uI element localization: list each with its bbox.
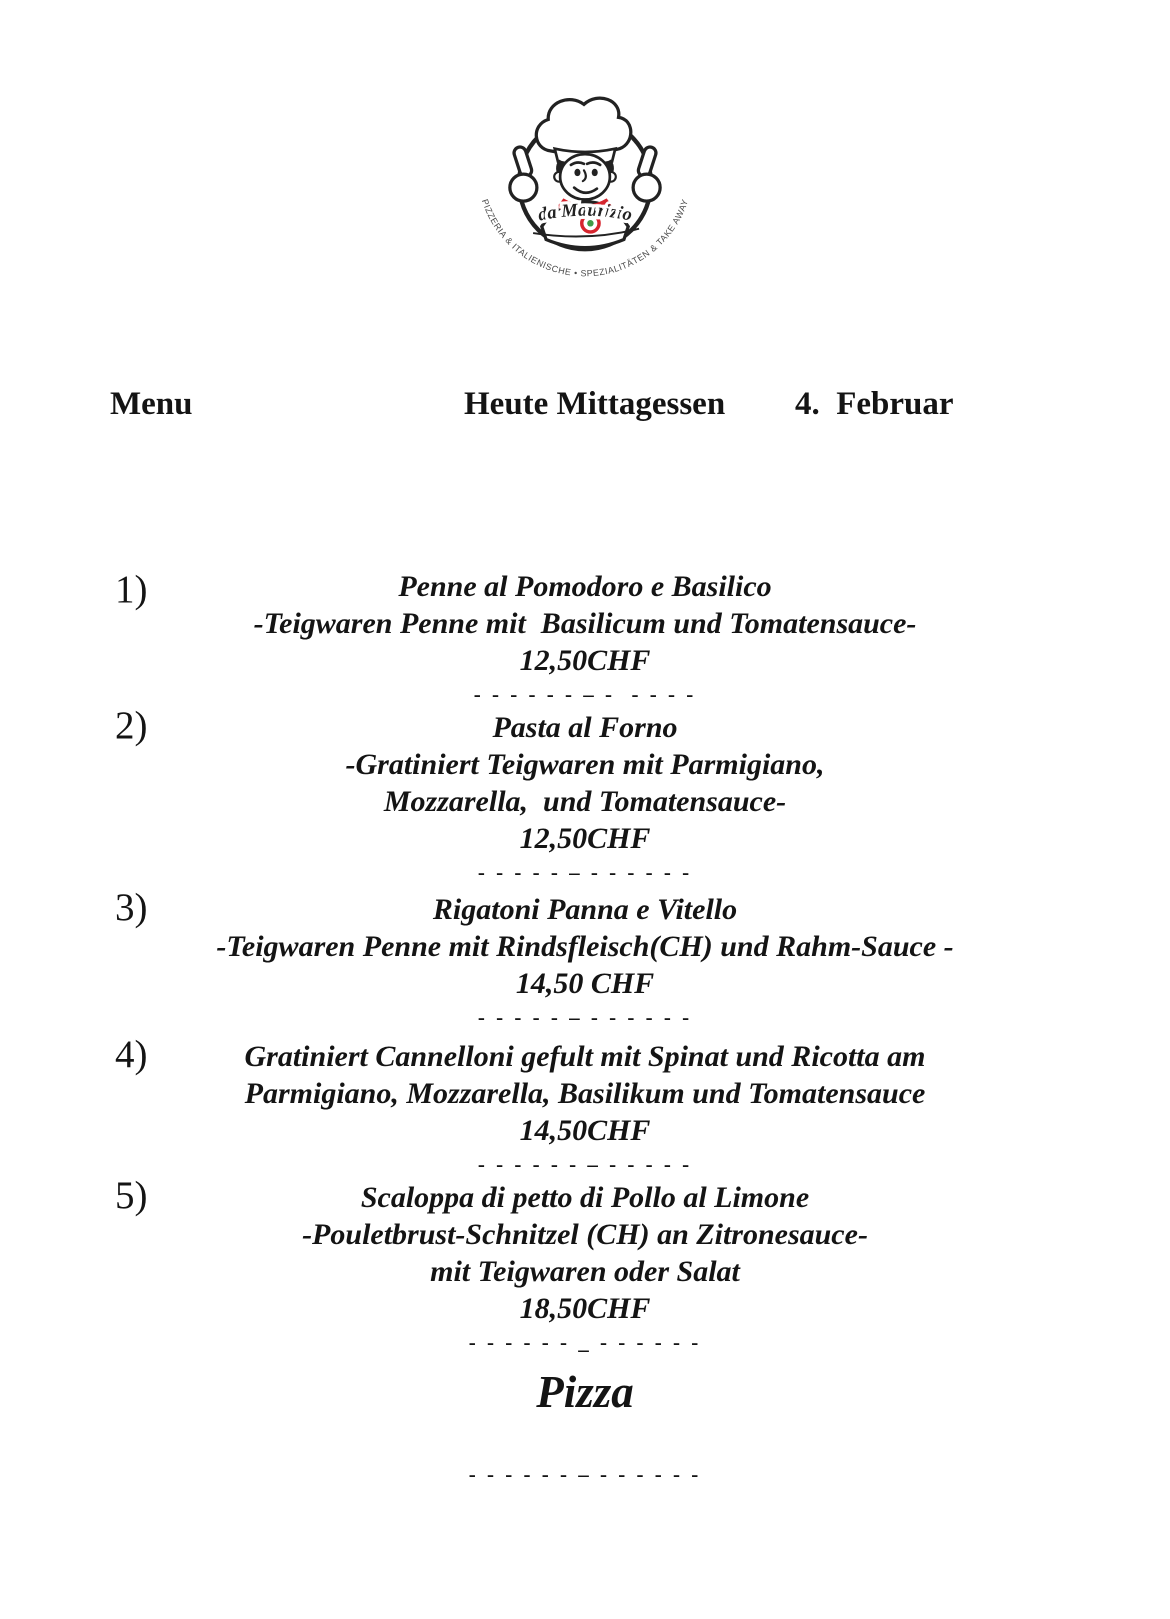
item-number: 4)	[115, 1033, 148, 1076]
dashed-separator: - - - - - – - - - - - -	[477, 1005, 693, 1029]
badge-pin-dot	[587, 220, 593, 226]
dish-price: 18,50CHF	[519, 1292, 651, 1325]
dish-description: -Teigwaren Penne mit Basilicum und Tomatensauce-	[253, 607, 917, 640]
dashed-separator: - - - - - - – - - - - - -	[468, 1462, 702, 1486]
dashed-separator: - - - - - - – - - - - -	[473, 682, 697, 706]
item-lines	[0, 709, 1170, 857]
dish-description: mit Teigwaren oder Salat	[430, 1255, 740, 1288]
dish-price: 14,50CHF	[519, 1114, 651, 1147]
menu-item-4	[0, 1033, 1170, 1179]
menu-item-1	[0, 568, 1170, 709]
menu-list	[0, 528, 1170, 1489]
dish-price: 14,50 CHF	[515, 967, 655, 1000]
restaurant-logo	[466, 86, 704, 286]
dish-price: 12,50CHF	[519, 822, 651, 855]
item-lines	[0, 1038, 1170, 1149]
logo-tagline-arc: PIZZERIA & ITALIENISCHE • SPEZIALITÄTEN & TAKE AWAY	[479, 197, 691, 279]
dashed-separator: - - - - - - _ - - - - - -	[468, 1330, 702, 1354]
item-number: 3)	[115, 886, 148, 929]
menu-header	[0, 383, 1170, 427]
item-lines	[0, 891, 1170, 1002]
item-lines	[0, 1179, 1170, 1327]
dish-description: -Teigwaren Penne mit Rindsfleisch(CH) und Rahm-Sauce -	[216, 930, 954, 963]
dish-name: Scaloppa di petto di Pollo al Limone	[360, 1181, 810, 1214]
menu-item-5	[0, 1174, 1170, 1357]
dashed-separator: - - - - - - – - - - - -	[477, 1152, 693, 1176]
item-number: 2)	[115, 704, 148, 747]
dish-description: Mozzarella, und Tomatensauce-	[383, 785, 787, 818]
chef-logo-icon	[466, 86, 704, 286]
item-number: 5)	[115, 1174, 148, 1217]
dashed-separator: - - - - - – - - - - - -	[477, 860, 693, 884]
item-lines	[0, 568, 1170, 679]
page-title: Heute Mittagessen	[464, 386, 726, 422]
dish-description: -Gratiniert Teigwaren mit Parmigiano,	[345, 748, 825, 781]
dish-name: Pasta al Forno	[492, 711, 678, 744]
logo-script-name: da Maurizio	[536, 199, 634, 225]
dish-name: Penne al Pomodoro e Basilico	[398, 570, 772, 603]
dish-name: Gratiniert Cannelloni gefult mit Spinat und Ricotta am	[244, 1040, 926, 1073]
pizza-section-title: Pizza	[536, 1367, 634, 1417]
dish-description: Parmigiano, Mozzarella, Basilikum und Tomatensauce	[244, 1077, 926, 1110]
menu-label: Menu	[110, 386, 193, 422]
menu-item-3	[0, 886, 1170, 1032]
menu-date: 4. Februar	[795, 386, 954, 422]
dish-name: Rigatoni Panna e Vitello	[432, 893, 738, 926]
menu-item-2	[0, 704, 1170, 887]
dish-price: 12,50CHF	[519, 644, 651, 677]
item-number: 1)	[115, 568, 148, 611]
dish-description: -Pouletbrust-Schnitzel (CH) an Zitronesauce-	[302, 1218, 868, 1251]
